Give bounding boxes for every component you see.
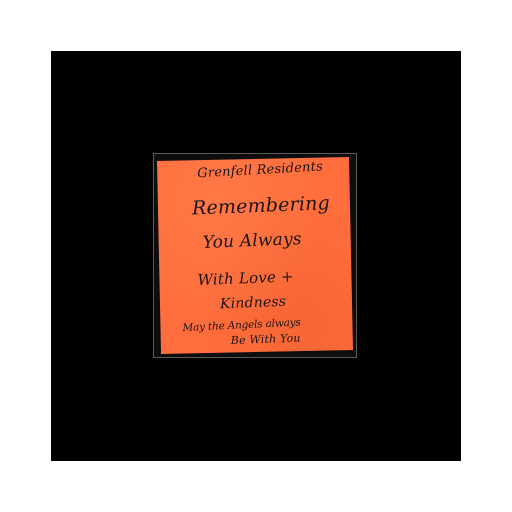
note-line-6: May the Angels always	[182, 316, 301, 335]
note-line-7: Be With You	[230, 331, 301, 348]
sticky-note	[157, 157, 353, 354]
note-line-5: Kindness	[219, 293, 287, 313]
note-line-1: Grenfell Residents	[196, 159, 324, 182]
note-line-4: With Love +	[197, 267, 295, 290]
note-line-2: Remembering	[191, 192, 331, 220]
note-line-3: You Always	[202, 229, 303, 253]
